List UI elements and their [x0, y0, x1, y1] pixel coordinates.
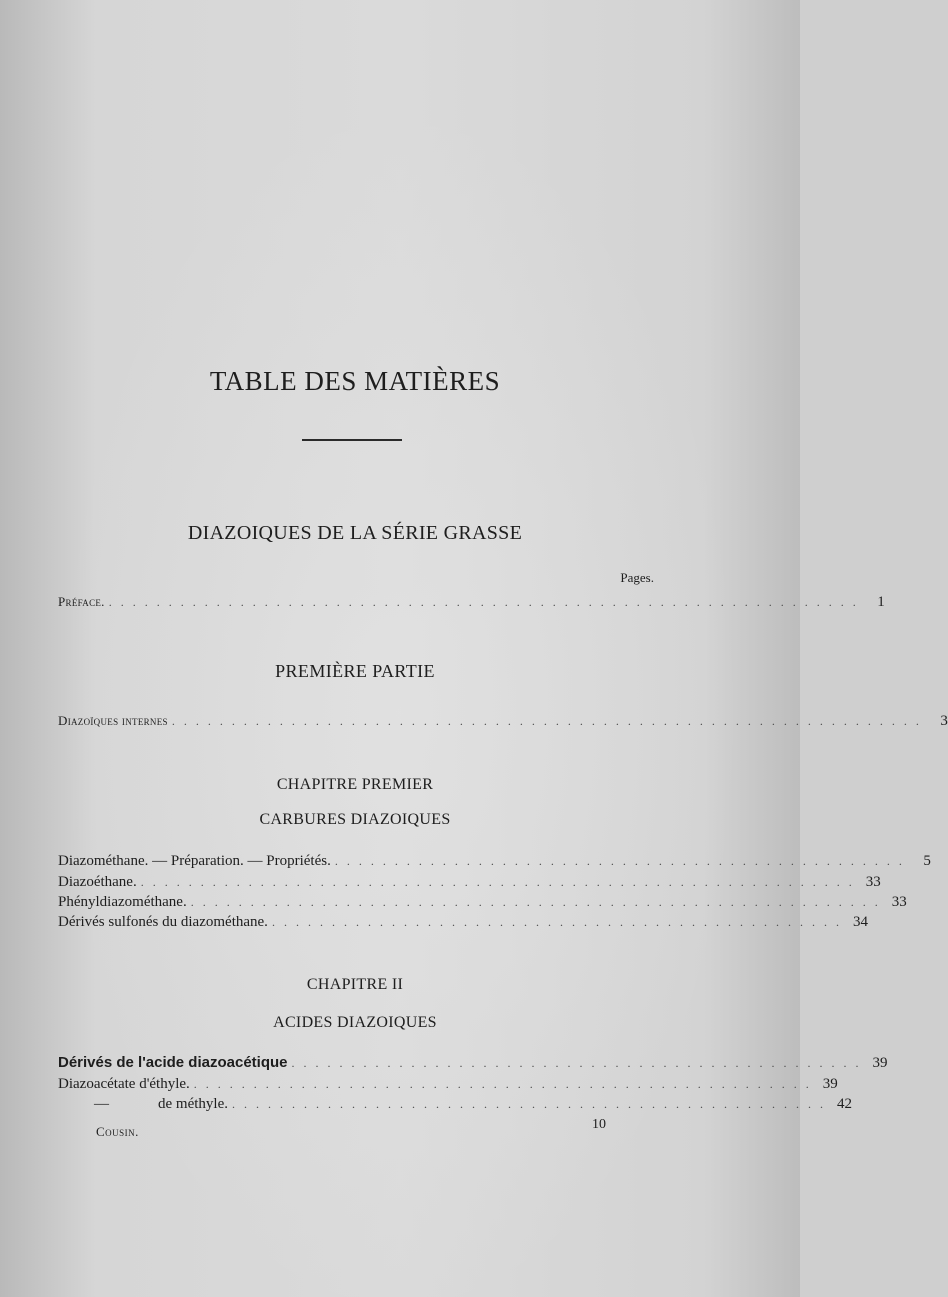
toc-entry-label: de méthyle. [158, 1096, 228, 1112]
footer-signature-mark: 10 [592, 1117, 606, 1132]
leader-dots: . . . . . . . . . . . . . . . . . . . . . . . . . . . . . . . . . . . . . . . . . . . . . . . . . . . . . . . . . . . . [140, 875, 855, 889]
leader-dots: . . . . . . . . . . . . . . . . . . . . . . . . . . . . . . . . . . . . . . . . . . . . . . . . [291, 1056, 862, 1070]
toc-entry-page: 3 [940, 713, 948, 729]
leader-dots: . . . . . . . . . . . . . . . . . . . . . . . . . . . . . . . . . . . . . . . . . . . . . . . . . . . . [193, 1077, 812, 1091]
pages-column-label: Pages. [620, 570, 654, 585]
toc-entry-page: 42 [836, 1096, 852, 1112]
part-heading: PREMIÈRE PARTIE [275, 661, 435, 681]
footer-author: Cousin. [96, 1124, 139, 1139]
toc-entry-part [58, 711, 948, 731]
leader-dots: . . . . . . . . . . . . . . . . . . . . . . . . . . . . . . . . . . . . . . . . . . . . . . . . [334, 854, 905, 868]
chapter-2-number: CHAPITRE II [306, 976, 404, 993]
toc-entry-preface [58, 592, 885, 612]
toc-entry [58, 912, 868, 932]
toc-entry [58, 851, 931, 871]
leader-dots: . . . . . . . . . . . . . . . . . . . . . . . . . . . . . . . . . . . . . . . . . . . . . . . . . . [231, 1097, 826, 1111]
toc-entry-page: 34 [852, 914, 868, 930]
toc-entry [58, 872, 881, 892]
toc-entry [58, 1053, 888, 1073]
chapter-1-number: CHAPITRE PREMIER [276, 776, 434, 793]
toc-entry-label: Dérivés sulfonés du diazométhane. [58, 914, 268, 930]
leader-dots: . . . . . . . . . . . . . . . . . . . . . . . . . . . . . . . . . . . . . . . . . . . . . . . . . . . . . . . . . . [190, 895, 881, 909]
toc-entry [58, 892, 907, 912]
ditto-dash: — [94, 1096, 109, 1112]
series-heading: DIAZOIQUES DE LA SÉRIE GRASSE [187, 522, 523, 544]
toc-entry-label: Dérivés de l'acide diazoacétique [58, 1054, 288, 1071]
page-title: TABLE DES MATIÈRES [209, 366, 501, 396]
toc-entry-label: Préface. [58, 594, 105, 609]
toc-entry-label: Diazoéthane. [58, 874, 137, 890]
toc-entry-page: 39 [822, 1076, 838, 1092]
toc-entry-label: Diazométhane. — Préparation. — Propriétés. [58, 853, 331, 869]
toc-entry [58, 1094, 852, 1114]
toc-entry-page: 39 [872, 1055, 888, 1071]
toc-entry-label: Diazoïques internes [58, 713, 168, 728]
toc-entry [58, 1074, 838, 1094]
chapter-1-title: CARBURES DIAZOIQUES [259, 811, 451, 828]
toc-entry-label: Phényldiazométhane. [58, 894, 187, 910]
toc-entry-label: Diazoacétate d'éthyle. [58, 1076, 190, 1092]
toc-entry-page: 1 [877, 594, 885, 610]
toc-entry-page: 33 [865, 874, 881, 890]
toc-entry-page: 33 [891, 894, 907, 910]
leader-dots: . . . . . . . . . . . . . . . . . . . . . . . . . . . . . . . . . . . . . . . . . . . . . . . . [271, 915, 842, 929]
toc-entry-page: 5 [923, 853, 931, 869]
toc-entry-label-group [58, 1094, 228, 1114]
chapter-2-title: ACIDES DIAZOIQUES [273, 1014, 437, 1031]
title-rule [302, 439, 402, 441]
leader-dots: . . . . . . . . . . . . . . . . . . . . . . . . . . . . . . . . . . . . . . . . . . . . . . . . . . . . . . . . . . . . . . . [108, 595, 859, 609]
leader-dots: . . . . . . . . . . . . . . . . . . . . . . . . . . . . . . . . . . . . . . . . . . . . . . . . . . . . . . . . . . . . . . . [171, 714, 922, 728]
